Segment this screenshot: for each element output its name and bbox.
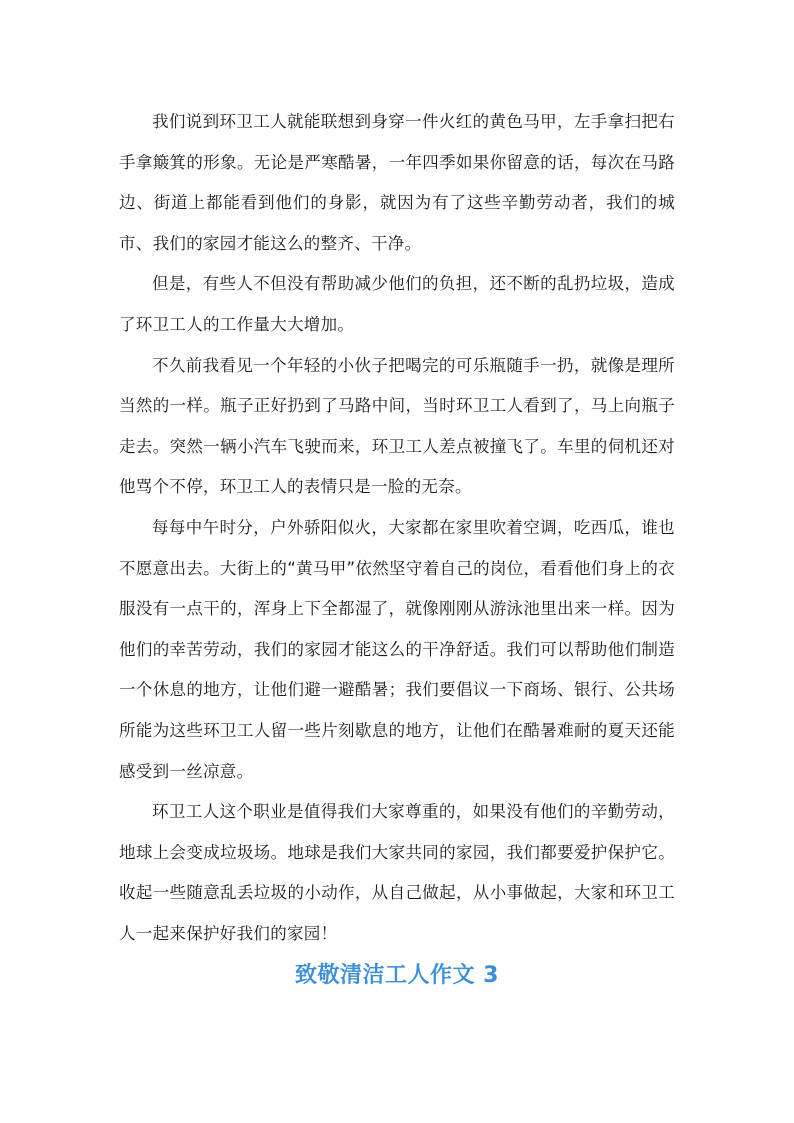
section-heading: 致敬清洁工人作文 3 (295, 963, 499, 989)
paragraph-2: 但是，有些人不但没有帮助减少他们的负担，还不断的乱扔垃圾，造成了环卫工人的工作量大大增加。 (119, 274, 675, 334)
paragraph-1: 我们说到环卫工人就能联想到身穿一件火红的黄色马甲，左手拿扫把右手拿簸箕的形象。无论是严寒酷暑，一年四季如果你留意的话，每次在马路边、街道上都能看到他们的身影，就因为有了这些辛勤劳动者，我们的城市、我们的家园才能这么的整齐、干净。 (119, 112, 675, 253)
paragraph-4: 每每中午时分，户外骄阳似火，大家都在家里吹着空调，吃西瓜，谁也不愿意出去。大街上的“黄马甲”依然坚守着自己的岗位，看看他们身上的衣服没有一点干的，浑身上下全都湿了，就像刚刚从游泳池里出来一样。因为他们的幸苦劳动，我们的家园才能这么的干净舒适。我们可以帮助他们制造一个休息的地方，让他们避一避酷暑；我们要倡议一下商场、银行、公共场所能为这些环卫工人留一些片刻歇息的地方，让他们在酷暑难耐的夏天还能感受到一丝凉意。 (119, 517, 675, 781)
paragraph-3: 不久前我看见一个年轻的小伙子把喝完的可乐瓶随手一扔，就像是理所当然的一样。瓶子正好扔到了马路中间，当时环卫工人看到了，马上向瓶子走去。突然一辆小汽车飞驶而来，环卫工人差点被撞飞了。车里的伺机还对他骂个不停，环卫工人的表情只是一脸的无奈。 (119, 355, 675, 497)
document-body (119, 102, 675, 996)
paragraph-5: 环卫工人这个职业是值得我们大家尊重的，如果没有他们的辛勤劳动，地球上会变成垃圾场。地球是我们大家共同的家园，我们都要爱护保护它。收起一些随意乱丢垃圾的小动作，从自己做起，从小事做起，大家和环卫工人一起来保护好我们的家园！ (119, 802, 675, 943)
